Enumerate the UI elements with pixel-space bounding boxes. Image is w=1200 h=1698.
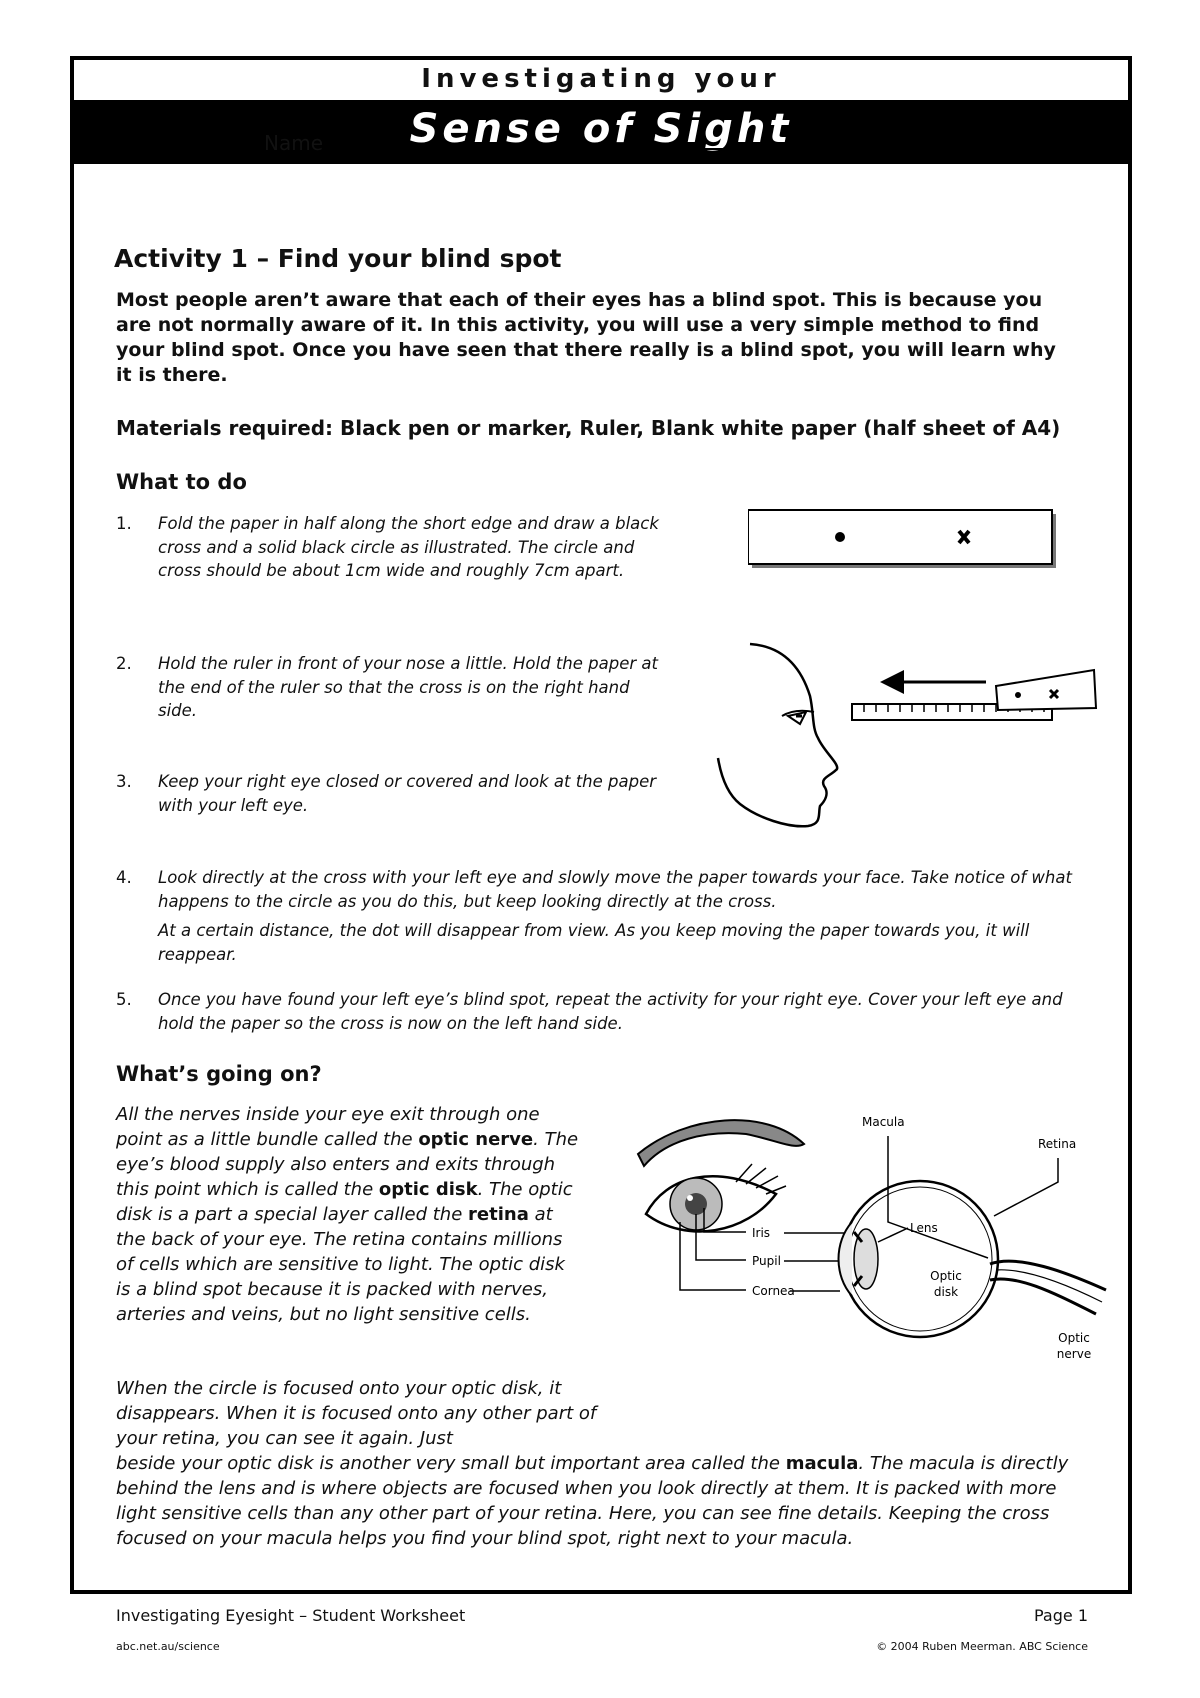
face-ruler-illustration: [700, 636, 1104, 832]
step-text: Look directly at the cross with your left eye and slowly move the paper towards your face. Take notice of what happens to the circle as you do this, but keep looking directly at the cross.: [158, 868, 1072, 911]
step-4: [116, 866, 1096, 972]
step-text: Keep your right eye closed or covered and look at the paper with your left eye.: [158, 772, 657, 815]
paragraph-text: All the nerves inside your eye exit through one point as a little bundle called the: [116, 1104, 540, 1150]
label-optic-nerve-line2: nerve: [1056, 1347, 1092, 1361]
paper-rect: [748, 510, 1052, 564]
paper-illustration: [748, 508, 1064, 574]
paragraph-text: . The eye’s blood supply also enters and exits through this point which is called the: [116, 1129, 579, 1200]
whats-going-on-heading: What’s going on?: [116, 1062, 322, 1086]
optic-nerve-shape: [990, 1261, 1106, 1314]
retina-leader: [994, 1158, 1058, 1216]
bold-term: optic nerve: [418, 1129, 534, 1150]
step-1: [116, 512, 666, 583]
materials-line: Materials required: Black pen or marker, Ruler, Blank white paper (half sheet of A4): [116, 416, 1061, 440]
bold-term: retina: [468, 1204, 529, 1225]
label-cornea: Cornea: [752, 1284, 795, 1298]
black-dot: [835, 532, 845, 542]
step-number: 4.: [116, 868, 132, 887]
step-3: [116, 770, 666, 817]
paragraph-text: beside your optic disk is another very small but important area called the: [116, 1453, 786, 1474]
step-number: 3.: [116, 772, 132, 791]
held-paper-dot: [1015, 692, 1021, 698]
bold-term: optic disk: [378, 1179, 478, 1200]
step-text-continued: At a certain distance, the dot will disappear from view. As you keep moving the paper towards you, it will reappear.: [158, 921, 1030, 964]
label-retina: Retina: [1038, 1137, 1077, 1151]
label-connectors: [784, 1233, 844, 1291]
label-optic-disk-line2: disk: [933, 1285, 959, 1299]
label-optic-disk-line1: Optic: [930, 1269, 962, 1283]
label-lens: Lens: [910, 1221, 938, 1235]
footer-url: abc.net.au/science: [116, 1640, 220, 1653]
optic-nerve-inner: [996, 1270, 1102, 1302]
paragraph-text: . The macula is directly behind the lens and is where objects are focused when you look directly at them. It is packed with more light sensitive cells than any other part of your retina. Here, you can see fine details. Keeping the cross focused on your macula helps you find your blind spot, right next to your macula.: [116, 1453, 1069, 1549]
step-5: [116, 988, 1096, 1035]
header-subtitle: Investigating your: [421, 64, 781, 94]
label-macula: Macula: [862, 1115, 905, 1129]
bold-term: macula: [785, 1453, 859, 1474]
step-text: Once you have found your left eye’s blind spot, repeat the activity for your right eye. Cover your left eye and hold the paper so the cross is now on the left hand side.: [158, 990, 1063, 1033]
eyebrow: [638, 1120, 804, 1166]
step-text: Hold the ruler in front of your nose a little. Hold the paper at the end of the ruler so that the cross is on the right hand side.: [158, 654, 658, 720]
footer-copyright: © 2004 Ruben Meerman. ABC Science: [876, 1640, 1088, 1653]
label-iris: Iris: [752, 1226, 771, 1240]
step-2: [116, 652, 666, 723]
name-line[interactable]: [329, 130, 799, 150]
activity-title: Activity 1 – Find your blind spot: [114, 244, 562, 273]
step-text: Fold the paper in half along the short edge and draw a black cross and a solid black circle as illustrated. The circle and cross should be about 1cm wide and roughly 7cm apart.: [158, 514, 659, 580]
name-field[interactable]: [264, 130, 799, 155]
footer-page: Page 1: [1034, 1606, 1088, 1625]
footer-left: Investigating Eyesight – Student Worksheet: [116, 1606, 466, 1625]
step-number: 5.: [116, 990, 132, 1009]
name-label: Name: [264, 131, 324, 155]
header-title: Sense of Sight: [409, 106, 793, 152]
paragraph-text: . The optic disk is a part a special layer called the: [116, 1179, 573, 1225]
intro-paragraph: Most people aren’t aware that each of their eyes has a blind spot. This is because you are not normally aware of it. In this activity, you will use a very simple method to find your blind spot. Once you have seen that there really is a blind spot, you will learn why it is there.: [116, 289, 1056, 386]
explanation-paragraph-2-start: When the circle is focused onto your optic disk, it disappears. When it is focused onto any other part of your retina, you can see it again. Just: [116, 1378, 597, 1449]
step-number: 2.: [116, 654, 132, 673]
eye-outline: [788, 712, 806, 724]
eye-anatomy-diagram: [626, 1104, 1116, 1374]
label-pupil: Pupil: [752, 1254, 781, 1268]
explanation-paragraph-1: [116, 1102, 582, 1327]
pupil-highlight: [687, 1195, 693, 1201]
paragraph-text: at the back of your eye. The retina contains millions of cells which are sensitive to light. The optic disk is a blind spot because it is packed with nerves, arteries and veins, but no light sensitive cells.: [116, 1204, 565, 1325]
what-to-do-heading: What to do: [116, 470, 247, 494]
label-optic-nerve-line1: Optic: [1058, 1331, 1090, 1345]
held-paper: [996, 670, 1096, 710]
explanation-paragraph-2-rest: [116, 1451, 1096, 1551]
face-profile: [718, 644, 837, 826]
arrow-left-icon: [880, 670, 904, 694]
step-number: 1.: [116, 514, 132, 533]
